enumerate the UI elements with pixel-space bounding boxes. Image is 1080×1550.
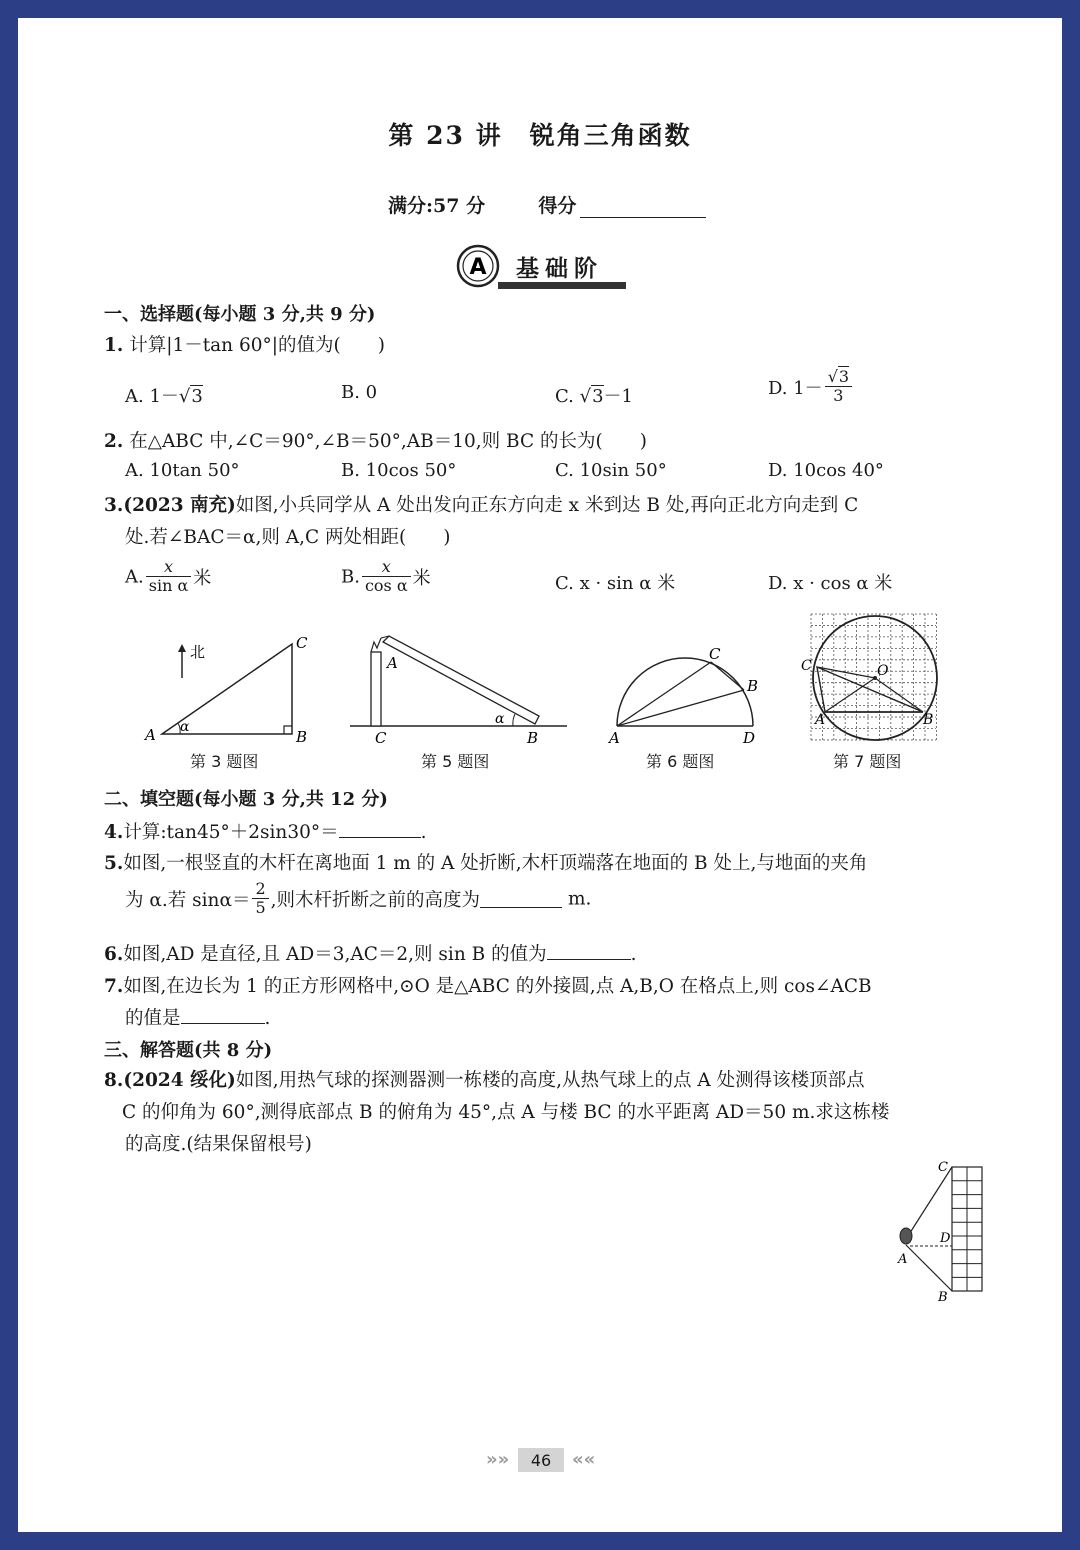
question-3-line2: 处.若∠BAC＝α,则 A,C 两处相距( ) <box>125 527 451 548</box>
section-choice-heading: 一、选择题(每小题 3 分,共 9 分) <box>104 304 376 325</box>
svg-text:A: A <box>815 712 826 728</box>
figure-3-triangle <box>140 630 320 750</box>
question-6: 6.如图,AD 是直径,且 AD＝3,AC＝2,则 sin B 的值为 . <box>104 940 637 966</box>
page-arrow-left-icon: »» <box>486 1449 510 1470</box>
question-7-line2: 的值是 . <box>125 1004 270 1030</box>
svg-text:D: D <box>940 1231 951 1246</box>
q2-option-c[interactable]: C. 10sin 50° <box>555 460 667 481</box>
svg-text:A: A <box>898 1252 908 1267</box>
figure-5-broken-pole <box>345 630 575 750</box>
figure-7-grid-circle <box>795 612 945 744</box>
question-3: 3.(2023 南充)如图,小兵同学从 A 处出发向正东方向走 x 米到达 B 处,再向正北方向走到 C <box>104 495 859 516</box>
figure-3-caption: 第 3 题图 <box>190 752 259 771</box>
stage-underline <box>498 282 626 289</box>
question-1: 1. 计算|1－tan 60°|的值为( ) <box>104 335 385 356</box>
q7-answer-blank[interactable] <box>181 1005 265 1024</box>
figure-6-caption: 第 6 题图 <box>646 752 715 771</box>
full-score: 满分:57 分 <box>388 195 486 217</box>
svg-text:B: B <box>923 712 934 728</box>
figure-6-semicircle <box>605 630 775 750</box>
question-7: 7.如图,在边长为 1 的正方形网格中,⊙O 是△ABC 的外接圆,点 A,B,O 在格点上,则 cos∠ACB <box>104 976 872 997</box>
q1-option-d[interactable]: D. 1－ $\frac{√3}{3}$ <box>768 368 854 406</box>
svg-text:B: B <box>527 729 539 747</box>
q2-option-d[interactable]: D. 10cos 40° <box>768 460 884 481</box>
q3-option-c[interactable]: C. x · sin α 米 <box>555 573 676 594</box>
q1-option-b[interactable]: B. 0 <box>341 382 378 403</box>
score-label: 得分 <box>538 195 577 217</box>
q5-answer-blank[interactable] <box>480 889 562 908</box>
page-number: 46 <box>530 1451 552 1470</box>
figure-8-balloon-building <box>890 1155 990 1305</box>
section-fill-heading: 二、填空题(每小题 3 分,共 12 分) <box>104 789 388 810</box>
page-arrow-right-icon: «« <box>572 1449 596 1470</box>
svg-text:C: C <box>938 1160 948 1175</box>
stage-badge-letter: A <box>469 255 487 280</box>
stage-label: 基础阶 <box>516 256 603 282</box>
figure-5-caption: 第 5 题图 <box>421 752 490 771</box>
q1-option-a[interactable]: A. 1－√3 <box>125 386 203 407</box>
north-label: 北 <box>190 643 206 661</box>
question-2-text: 在△ABC 中,∠C＝90°,∠B＝50°,AB＝10,则 BC 的长为( ) <box>129 431 647 452</box>
svg-text:D: D <box>743 729 756 747</box>
section-solve-heading: 三、解答题(共 8 分) <box>104 1040 273 1061</box>
q1-option-c[interactable]: C. √3－1 <box>555 386 633 407</box>
q3-option-a[interactable]: A. $\frac{x}{\text{sin α}}$ 米 <box>125 557 212 596</box>
q6-answer-blank[interactable] <box>547 941 631 960</box>
q2-option-a[interactable]: A. 10tan 50° <box>125 460 240 481</box>
svg-text:A: A <box>387 654 398 672</box>
question-8-line3: 的高度.(结果保留根号) <box>125 1134 312 1155</box>
svg-text:C: C <box>709 645 721 663</box>
question-8: 8.(2024 绥化)如图,用热气球的探测器测一栋楼的高度,从热气球上的点 A 处测得该楼顶部点 <box>104 1070 865 1091</box>
svg-text:O: O <box>877 663 889 679</box>
stage-badge-icon <box>456 244 500 288</box>
question-4: 4.计算:tan45°＋2sin30°＝ . <box>104 818 427 844</box>
question-5: 5.如图,一根竖直的木杆在离地面 1 m 的 A 处折断,木杆顶端落在地面的 B 处上,与地面的夹角 <box>104 853 868 874</box>
figure-7-caption: 第 7 题图 <box>833 752 902 771</box>
svg-text:α: α <box>495 711 505 727</box>
svg-text:A: A <box>145 726 156 744</box>
svg-text:C: C <box>801 658 812 674</box>
page-title: 第 23 讲 锐角三角函数 <box>388 121 692 150</box>
question-2: 2. 在△ABC 中,∠C＝90°,∠B＝50°,AB＝10,则 BC 的长为( ) <box>104 431 647 452</box>
score-line <box>388 191 706 218</box>
svg-text:B: B <box>938 1290 948 1305</box>
svg-text:C: C <box>375 729 387 747</box>
score-blank[interactable] <box>580 199 706 218</box>
q3-option-d[interactable]: D. x · cos α 米 <box>768 573 893 594</box>
q2-option-b[interactable]: B. 10cos 50° <box>341 460 457 481</box>
svg-text:B: B <box>747 677 759 695</box>
question-1-text: 计算|1－tan 60°|的值为( ) <box>129 335 385 356</box>
svg-text:α: α <box>180 719 190 735</box>
question-8-line2: C 的仰角为 60°,测得底部点 B 的俯角为 45°,点 A 与楼 BC 的水平距离 AD＝50 m.求这栋楼 <box>122 1102 890 1123</box>
q3-option-b[interactable]: B. $\frac{x}{\text{cos α}}$ 米 <box>341 557 431 596</box>
q4-answer-blank[interactable] <box>339 819 421 838</box>
svg-text:C: C <box>296 634 308 652</box>
svg-text:A: A <box>609 729 620 747</box>
question-5-line2: 为 α.若 sinα＝ $\frac{2}{5}$ ,则木杆折断之前的高度为 m. <box>125 879 592 918</box>
svg-text:B: B <box>296 728 308 746</box>
